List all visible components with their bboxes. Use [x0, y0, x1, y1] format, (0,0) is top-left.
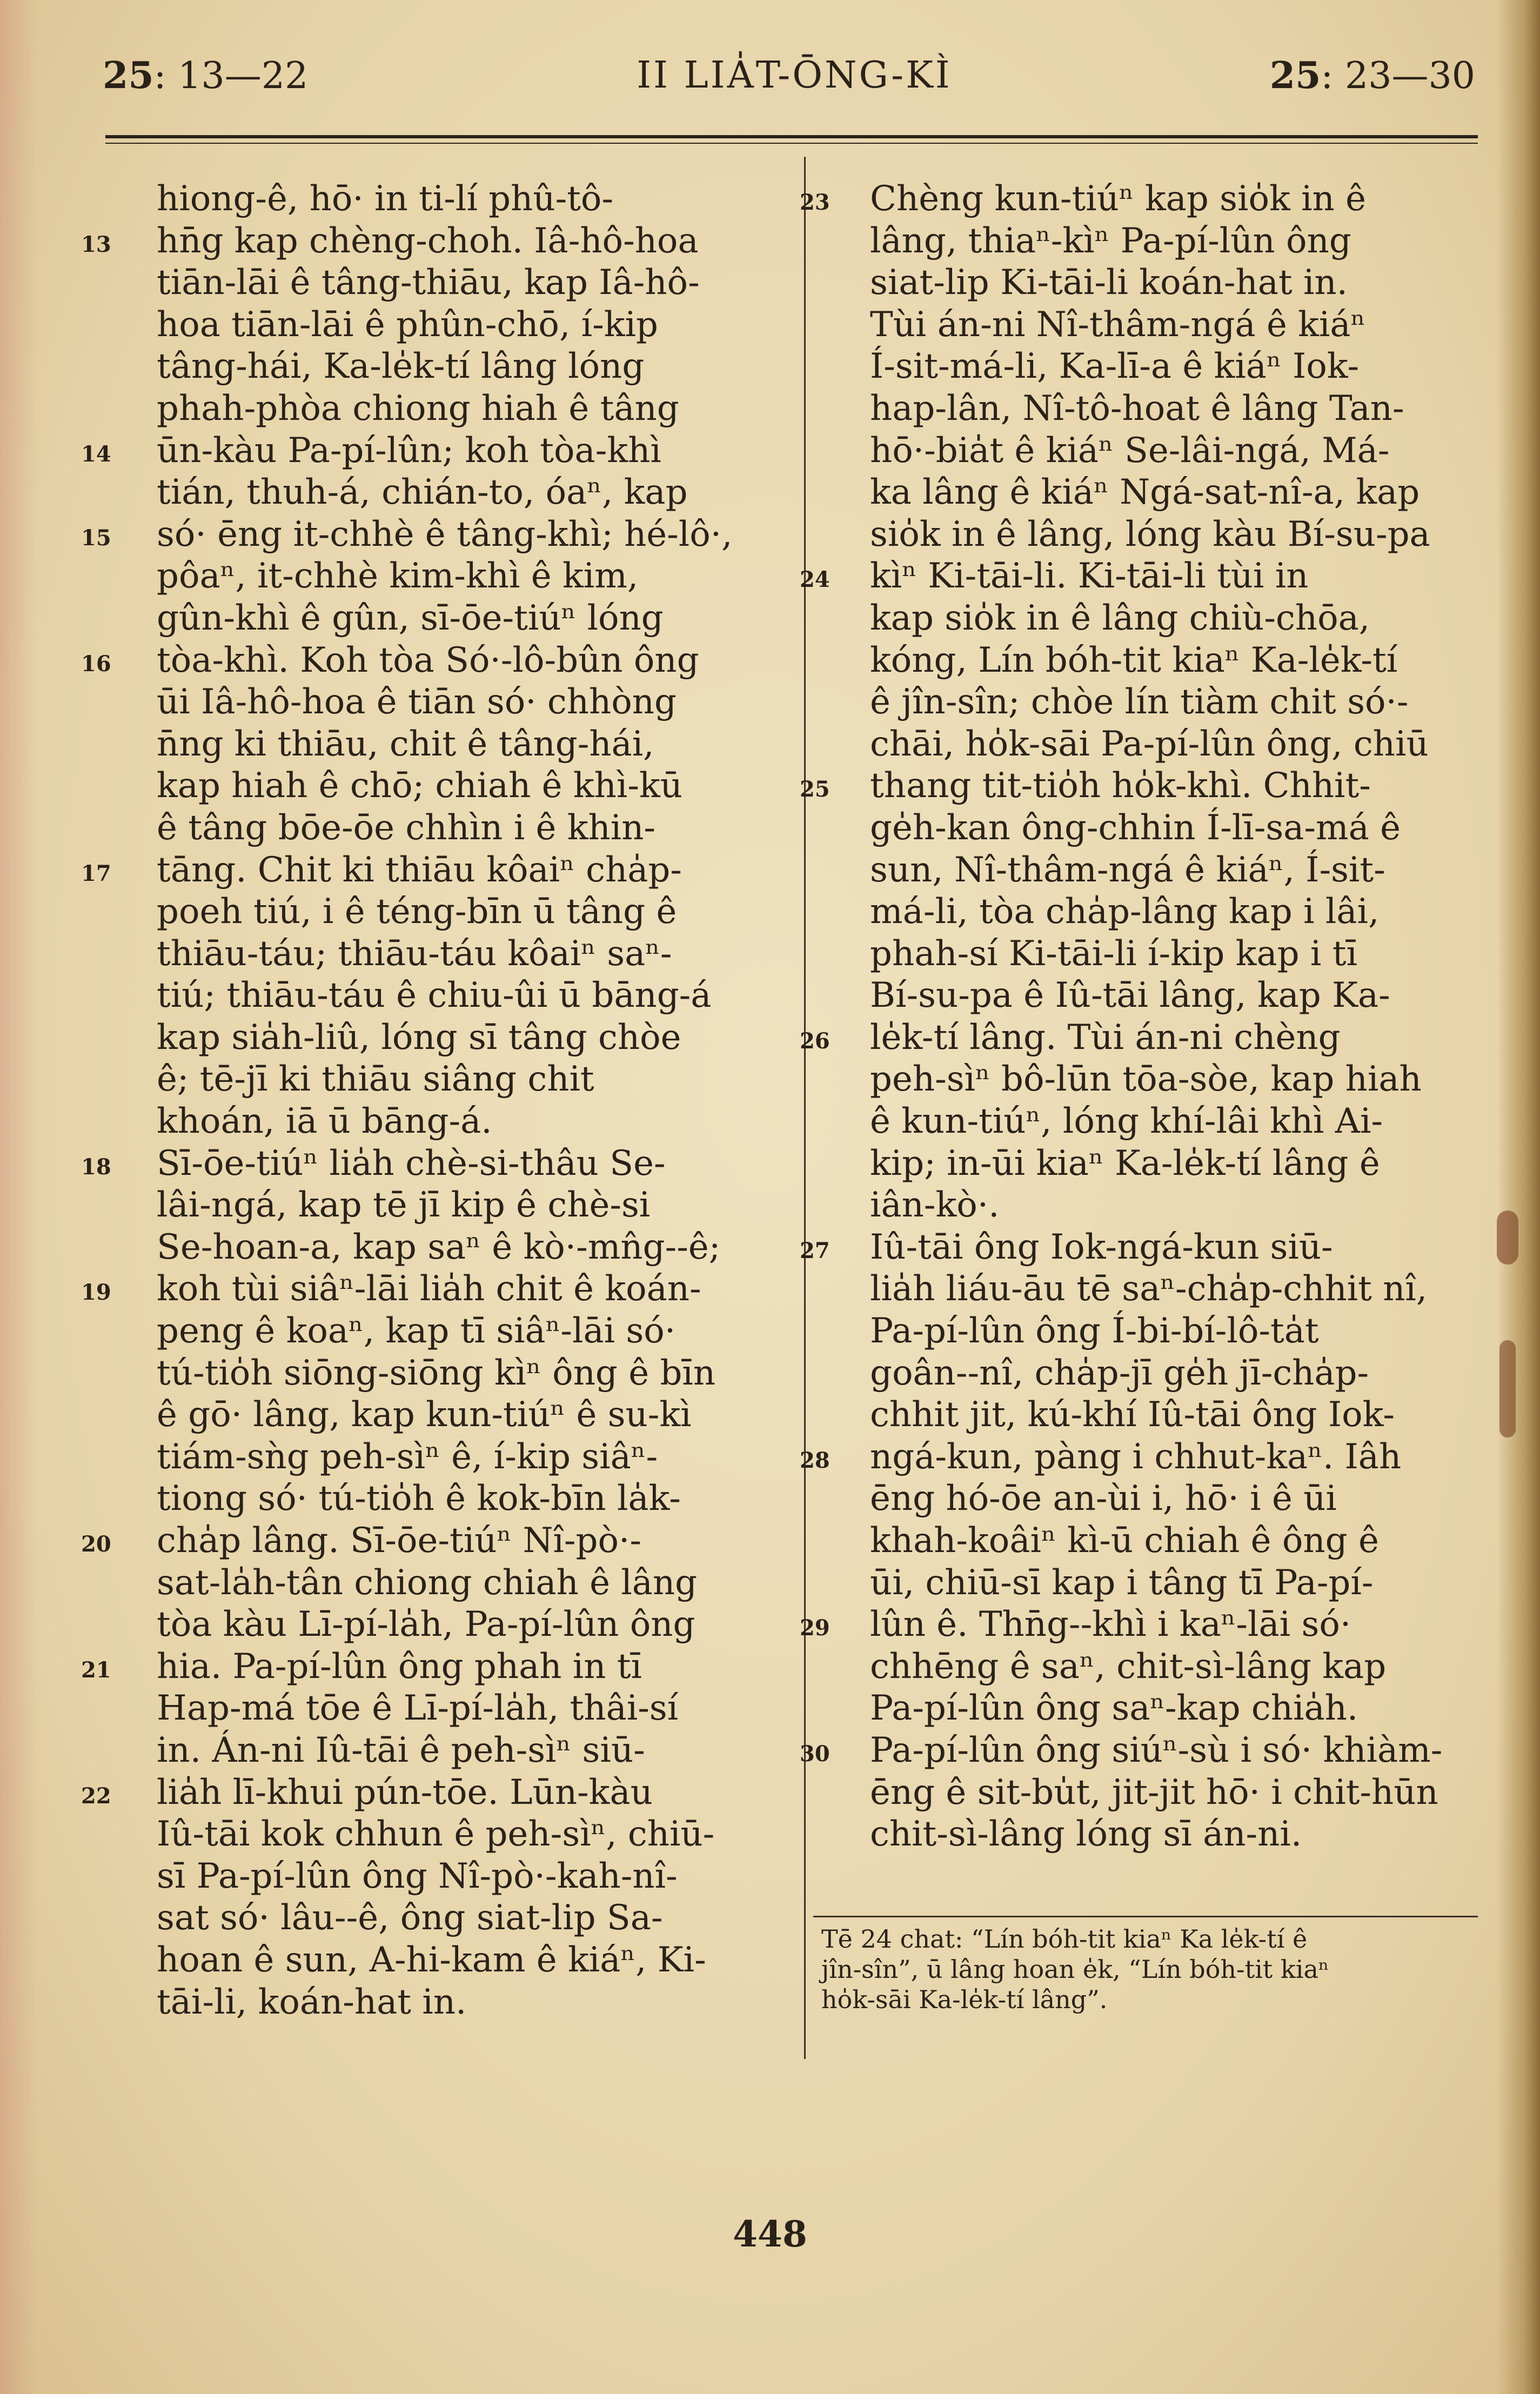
verse-number: 18 [81, 1154, 111, 1180]
left-column [81, 178, 756, 2023]
line-text: Pa-pí-lûn ông saⁿ-kap chia̍h. [870, 1688, 1358, 1729]
text-line [870, 1772, 1475, 1814]
text-line [800, 1017, 1475, 1059]
line-text: má-li, tòa cha̍p-lâng kap i lâi, [870, 892, 1380, 932]
text-line [870, 724, 1475, 766]
text-line [870, 1394, 1475, 1436]
line-text: sī Pa-pí-lûn ông Nî-pò·-kah-nî- [157, 1856, 678, 1896]
line-text: phah-phòa chiong hiah ê tâng [157, 388, 679, 429]
text-line [870, 514, 1475, 556]
line-text: ēng hó-ōe an-ùi i, hō· i ê ūi [870, 1479, 1337, 1519]
text-line [157, 1017, 756, 1059]
rust-mark [1497, 1211, 1518, 1265]
line-text: goân--nî, cha̍p-jī ge̍h jī-cha̍p- [870, 1353, 1369, 1393]
verse-number: 26 [800, 1028, 830, 1054]
header-left-chapter: 25 [103, 54, 154, 97]
line-text: ge̍h-kan ông-chhin Í-lī-sa-má ê [870, 807, 1401, 848]
text-line [81, 430, 756, 472]
text-line [157, 1562, 756, 1604]
line-text: sat-la̍h-tân chiong chiah ê lâng [157, 1562, 698, 1603]
text-line [81, 1646, 756, 1688]
verse-number: 28 [800, 1447, 830, 1473]
text-line [81, 1520, 756, 1562]
line-text: sio̍k in ê lâng, lóng kàu Bí-su-pa [870, 514, 1430, 554]
text-line [870, 1185, 1475, 1227]
text-line [81, 514, 756, 556]
line-text: Bí-su-pa ê Iû-tāi lâng, kap Ka- [870, 975, 1390, 1016]
text-line [157, 472, 756, 514]
text-line [870, 1310, 1475, 1353]
verse-number: 30 [800, 1741, 830, 1767]
line-text: tòa kàu Lī-pí-la̍h, Pa-pí-lûn ông [157, 1604, 695, 1645]
line-text: tián, thuh-á, chián-to, óaⁿ, kap [157, 472, 688, 513]
line-text: peng ê koaⁿ, kap tī siâⁿ-lāi só· [157, 1311, 676, 1352]
line-text: hō·-bia̍t ê kiáⁿ Se-lâi-ngá, Má- [870, 430, 1390, 471]
text-line [870, 891, 1475, 933]
line-text: ūi Iâ-hô-hoa ê tiān só· chhòng [157, 682, 677, 723]
text-line [157, 1940, 756, 1982]
header-left-verses: : 13—22 [153, 55, 309, 97]
text-line [157, 1059, 756, 1101]
line-text: ka lâng ê kiáⁿ Ngá-sat-nî-a, kap [870, 472, 1420, 513]
line-text: chhēng ê saⁿ, chit-sì-lâng kap [870, 1646, 1387, 1687]
verse-number: 17 [81, 860, 111, 886]
line-text: thang tit-tio̍h ho̍k-khì. Chhit- [870, 766, 1371, 806]
verse-number: 22 [81, 1783, 111, 1809]
line-text: lâng, thiaⁿ-kìⁿ Pa-pí-lûn ông [870, 220, 1351, 261]
text-line [157, 681, 756, 724]
footnote-line: Tē 24 chat: “Lín bóh-tit kiaⁿ Ka le̍k-tí ê [821, 1924, 1308, 1954]
verse-number: 24 [800, 567, 830, 593]
line-text: sun, Nî-thâm-ngá ê kiáⁿ, Í-sit- [870, 850, 1385, 890]
line-text: tāng. Chit ki thiāu kôaiⁿ cha̍p- [157, 850, 682, 890]
line-text: tú-tio̍h siōng-siōng kìⁿ ông ê bīn [157, 1353, 716, 1393]
text-line [157, 1101, 756, 1143]
line-text: só· ēng it-chhè ê tâng-khì; hé-lô·, [157, 514, 733, 554]
text-line [870, 1520, 1475, 1562]
text-line [157, 975, 756, 1017]
line-text: khoán, iā ū bāng-á. [157, 1101, 492, 1142]
line-text: koh tùi siâⁿ-lāi lia̍h chit ê koán- [157, 1269, 701, 1309]
text-line [157, 388, 756, 430]
text-line [81, 1772, 756, 1814]
text-line [157, 1478, 756, 1520]
line-text: kìⁿ Ki-tāi-li. Ki-tāi-li tùi in [870, 556, 1309, 597]
text-line [157, 1730, 756, 1772]
line-text: cha̍p lâng. Sī-ōe-tiúⁿ Nî-pò·- [157, 1521, 641, 1561]
text-line [870, 975, 1475, 1017]
page-edge [1497, 0, 1540, 2394]
right-column [800, 178, 1475, 1856]
text-line [870, 1101, 1475, 1143]
header-rule-thin [105, 143, 1478, 144]
text-line [157, 1185, 756, 1227]
text-line [870, 472, 1475, 514]
line-text: lûn ê. Thn̄g--khì i kaⁿ-lāi só· [870, 1604, 1351, 1645]
page-stain [0, 0, 38, 2394]
text-line [800, 1604, 1475, 1646]
verse-number: 21 [81, 1657, 111, 1683]
text-line [157, 1353, 756, 1395]
line-text: kap sia̍h-liû, lóng sī tâng chòe [157, 1017, 681, 1058]
verse-number: 25 [800, 777, 830, 803]
line-text: lâi-ngá, kap tē jī kip ê chè-si [157, 1185, 651, 1226]
text-line [870, 346, 1475, 388]
text-line [800, 178, 1475, 220]
line-text: gûn-khì ê gûn, sī-ōe-tiúⁿ lóng [157, 598, 664, 638]
line-text: ê jîn-sîn; chòe lín tiàm chit só·- [870, 682, 1409, 723]
text-line [870, 1268, 1475, 1310]
line-text: tiān-lāi ê tâng-thiāu, kap Iâ-hô- [157, 263, 700, 303]
footnote-rule [813, 1916, 1478, 1917]
text-line [870, 1646, 1475, 1688]
line-text: Se-hoan-a, kap saⁿ ê kò·-mn̂g--ê; [157, 1227, 721, 1267]
line-text: kap hiah ê chō; chiah ê khì-kū [157, 766, 682, 806]
line-text: tòa-khì. Koh tòa Só·-lô-bûn ông [157, 640, 699, 680]
footnote [821, 1924, 1475, 2015]
text-line [157, 1688, 756, 1730]
text-line [870, 1143, 1475, 1185]
line-text: pôaⁿ, it-chhè kim-khì ê kim, [157, 556, 639, 597]
text-line [870, 1059, 1475, 1101]
line-text: ê kun-tiúⁿ, lóng khí-lâi khì Ai- [870, 1101, 1383, 1142]
footnote-line: jîn-sîn”, ū lâng hoan e̍k, “Lín bóh-tit kiaⁿ [821, 1955, 1329, 1984]
line-text: lia̍h lī-khui pún-tōe. Lūn-kàu [157, 1772, 653, 1813]
line-text: hiong-ê, hō· in ti-lí phû-tô- [157, 179, 614, 219]
line-text: hia. Pa-pí-lûn ông phah in tī [157, 1646, 642, 1687]
line-text: sat só· lâu--ê, ông siat-lip Sa- [157, 1898, 663, 1938]
line-text: ê; tē-jī ki thiāu siâng chit [157, 1059, 594, 1100]
line-text: tiám-sǹg peh-sìⁿ ê, í-kip siâⁿ- [157, 1436, 658, 1477]
line-text: tiú; thiāu-táu ê chiu-ûi ū bāng-á [157, 975, 712, 1016]
text-line [870, 430, 1475, 472]
line-text: hoa tiān-lāi ê phûn-chō, í-kip [157, 304, 658, 345]
text-line [870, 1688, 1475, 1730]
text-line [81, 850, 756, 892]
verse-number: 13 [81, 231, 111, 257]
line-text: Tùi án-ni Nî-thâm-ngá ê kiáⁿ [870, 304, 1366, 345]
line-text: Pa-pí-lûn ông siúⁿ-sù i só· khiàm- [870, 1730, 1443, 1770]
text-line [157, 1897, 756, 1940]
verse-number: 14 [81, 441, 111, 467]
text-line [800, 1730, 1475, 1772]
text-line [81, 1268, 756, 1310]
footnote-line: ho̍k-sāi Ka-le̍k-tí lâng”. [821, 1985, 1108, 2014]
text-line [81, 1143, 756, 1185]
text-line [870, 1353, 1475, 1395]
line-text: lia̍h liáu-āu tē saⁿ-cha̍p-chhit nî, [870, 1269, 1428, 1309]
line-text: Hap-má tōe ê Lī-pí-la̍h, thâi-sí [157, 1688, 679, 1729]
text-line [870, 681, 1475, 724]
header-right-chapter: 25 [1269, 54, 1321, 97]
text-line [157, 891, 756, 933]
line-text: khah-koâiⁿ kì-ū chiah ê ông ê [870, 1521, 1379, 1561]
header-rule [105, 135, 1478, 138]
text-line [870, 1562, 1475, 1604]
line-text: tāi-li, koán-hat in. [157, 1982, 467, 2022]
line-text: chhit jit, kú-khí Iû-tāi ông Iok- [870, 1395, 1395, 1435]
line-text: poeh tiú, i ê téng-bīn ū tâng ê [157, 892, 677, 932]
line-text: tâng-hái, Ka-le̍k-tí lâng lóng [157, 346, 645, 387]
text-line [157, 1814, 756, 1856]
line-text: chāi, ho̍k-sāi Pa-pí-lûn ông, chiū [870, 724, 1429, 764]
header-right-verses: : 23—30 [1321, 55, 1475, 97]
text-line [157, 304, 756, 346]
verse-number: 19 [81, 1280, 111, 1306]
line-text: kap sio̍k in ê lâng chiù-chōa, [870, 598, 1370, 638]
line-text: in. Án-ni Iû-tāi ê peh-sìⁿ siū- [157, 1730, 645, 1770]
line-text: chit-sì-lâng lóng sī án-ni. [870, 1814, 1302, 1855]
running-header [103, 43, 1486, 108]
line-text: n̄ng ki thiāu, chit ê tâng-hái, [157, 724, 654, 764]
verse-number: 20 [81, 1532, 111, 1557]
text-line [157, 1394, 756, 1436]
line-text: ê gō· lâng, kap kun-tiúⁿ ê su-kì [157, 1395, 692, 1435]
line-text: Sī-ōe-tiúⁿ lia̍h chè-si-thâu Se- [157, 1143, 666, 1183]
text-line [870, 262, 1475, 304]
line-text: thiāu-táu; thiāu-táu kôaiⁿ saⁿ- [157, 933, 672, 974]
line-text: Pa-pí-lûn ông Í-bi-bí-lô-ta̍t [870, 1311, 1319, 1352]
verse-number: 23 [800, 190, 830, 215]
text-line [870, 220, 1475, 263]
text-line [157, 1856, 756, 1898]
text-line [157, 765, 756, 807]
text-line [157, 262, 756, 304]
line-text: hoan ê sun, A-hi-kam ê kiáⁿ, Ki- [157, 1940, 706, 1980]
line-text: le̍k-tí lâng. Tùi án-ni chèng [870, 1017, 1341, 1058]
text-line [157, 1604, 756, 1646]
line-text: peh-sìⁿ bô-lūn tōa-sòe, kap hiah [870, 1059, 1422, 1100]
text-line [157, 346, 756, 388]
page-number: 448 [733, 2213, 807, 2255]
line-text: ngá-kun, pàng i chhut-kaⁿ. Iâh [870, 1436, 1402, 1477]
text-line [870, 598, 1475, 640]
text-line [157, 1227, 756, 1269]
text-line [81, 220, 756, 263]
line-text: Chèng kun-tiúⁿ kap sio̍k in ê [870, 179, 1366, 219]
text-line [870, 933, 1475, 975]
text-line [157, 598, 756, 640]
text-line [800, 1227, 1475, 1269]
header-right-reference [1270, 43, 1475, 109]
verse-number: 27 [800, 1238, 830, 1263]
line-text: Iû-tāi kok chhun ê peh-sìⁿ, chiū- [157, 1814, 715, 1855]
text-line [157, 1436, 756, 1479]
text-line [157, 556, 756, 598]
text-line [157, 178, 756, 220]
text-line [870, 388, 1475, 430]
line-text: siat-lip Ki-tāi-li koán-hat in. [870, 263, 1348, 303]
text-line [157, 1310, 756, 1353]
text-line [81, 640, 756, 682]
line-text: ê tâng bōe-ōe chhìn i ê khin- [157, 807, 656, 848]
text-line [800, 765, 1475, 807]
line-text: kóng, Lín bóh-tit kiaⁿ Ka-le̍k-tí [870, 640, 1398, 680]
line-text: iân-kò·. [870, 1185, 1000, 1226]
text-line [800, 556, 1475, 598]
header-book-title: II LIA̍T-ŌNG-KÌ [637, 54, 952, 97]
line-text: tiong só· tú-tio̍h ê kok-bīn la̍k- [157, 1479, 681, 1519]
line-text: Iû-tāi ông Iok-ngá-kun siū- [870, 1227, 1333, 1267]
text-line [870, 850, 1475, 892]
text-line [870, 1814, 1475, 1856]
text-line [157, 724, 756, 766]
verse-number: 15 [81, 525, 111, 551]
text-line [870, 304, 1475, 346]
line-text: hap-lân, Nî-tô-hoat ê lâng Tan- [870, 388, 1404, 429]
text-line [870, 1478, 1475, 1520]
line-text: ēng ê sit-bu̍t, jit-jit hō· i chit-hūn [870, 1772, 1438, 1813]
text-line [157, 933, 756, 975]
line-text: ūn-kàu Pa-pí-lûn; koh tòa-khì [157, 430, 661, 471]
line-text: hn̄g kap chèng-choh. Iâ-hô-hoa [157, 220, 699, 261]
line-text: phah-sí Ki-tāi-li í-kip kap i tī [870, 933, 1357, 974]
verse-number: 16 [81, 651, 111, 677]
line-text: ūi, chiū-sī kap i tâng tī Pa-pí- [870, 1562, 1374, 1603]
rust-mark [1499, 1340, 1516, 1437]
text-line [157, 807, 756, 850]
line-text: Í-sit-má-li, Ka-lī-a ê kiáⁿ Iok- [870, 346, 1360, 387]
verse-number: 29 [800, 1615, 830, 1641]
text-line [870, 640, 1475, 682]
text-line [870, 807, 1475, 850]
text-line [800, 1436, 1475, 1479]
line-text: kip; in-ūi kiaⁿ Ka-le̍k-tí lâng ê [870, 1143, 1380, 1183]
text-line [157, 1982, 756, 2024]
